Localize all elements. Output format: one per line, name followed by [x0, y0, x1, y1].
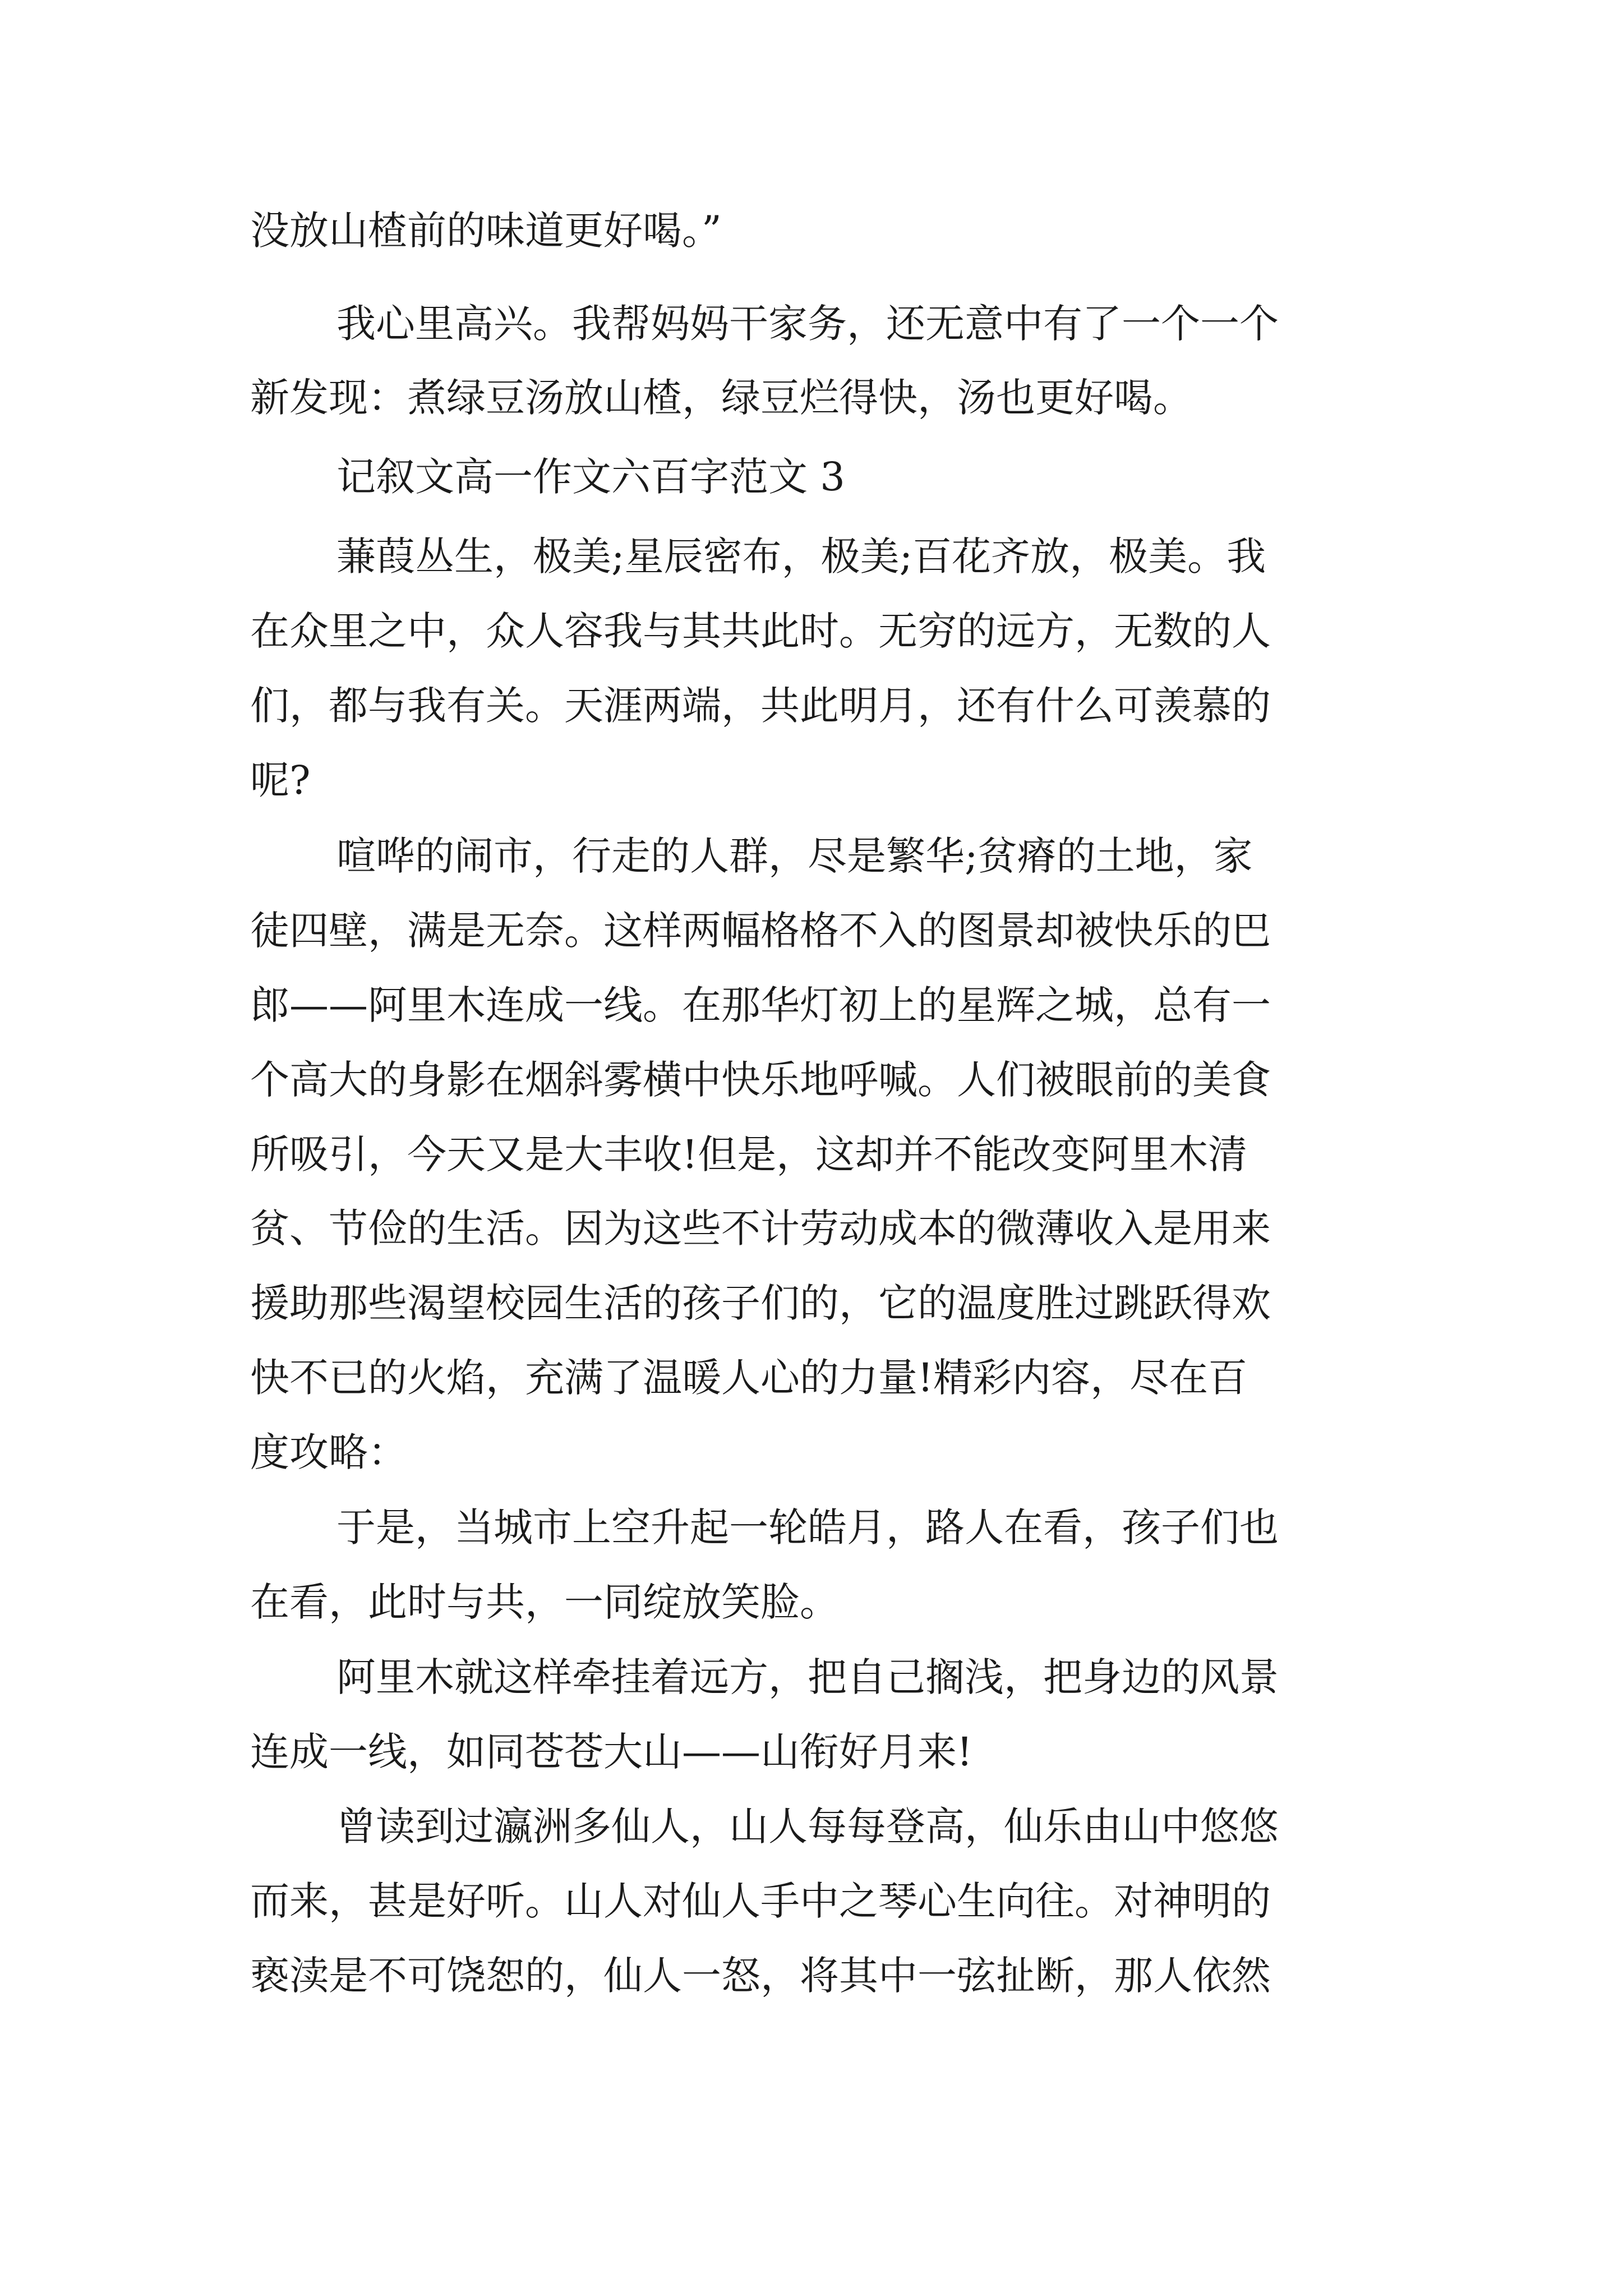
text-line: 于是，当城市上空升起一轮皓月，路人在看，孩子们也: [336, 1504, 1279, 1550]
text-line: 而来，甚是好听。山人对仙人手中之琴心生向往。对神明的: [250, 1878, 1271, 1924]
text-line: 快不已的火焰，充满了温暖人心的力量!精彩内容，尽在百: [250, 1355, 1248, 1401]
text-line: 援助那些渴望校园生活的孩子们的，它的温度胜过跳跃得欢: [250, 1280, 1271, 1326]
text-line: 徒四壁，满是无奈。这样两幅格格不入的图景却被快乐的巴: [250, 908, 1271, 954]
text-line: 阿里木就这样牵挂着远方，把自己搁浅，把身边的风景: [336, 1654, 1279, 1700]
text-line: 贫、节俭的生活。因为这些不计劳动成本的微薄收入是用来: [250, 1205, 1271, 1251]
text-line: 呢?: [250, 757, 311, 803]
text-line: 蒹葭丛生，极美;星辰密布，极美;百花齐放，极美。我: [336, 533, 1266, 579]
text-line: 郎——阿里木连成一线。在那华灯初上的星辉之城，总有一: [250, 982, 1271, 1028]
text-line: 新发现：煮绿豆汤放山楂，绿豆烂得快，汤也更好喝。: [250, 375, 1192, 421]
text-line: 们，都与我有关。天涯两端，共此明月，还有什么可羡慕的: [250, 683, 1271, 729]
section-heading: 记叙文高一作文六百字范文 3: [336, 454, 845, 500]
text-line: 在众里之中，众人容我与其共此时。无穷的远方，无数的人: [250, 608, 1271, 654]
text-line: 在看，此时与共，一同绽放笑脸。: [250, 1579, 839, 1625]
text-line: 没放山楂前的味道更好喝。”: [250, 208, 722, 254]
text-line: 亵渎是不可饶恕的，仙人一怒，将其中一弦扯断，那人依然: [250, 1953, 1271, 1999]
text-line: 个高大的身影在烟斜雾横中快乐地呼喊。人们被眼前的美食: [250, 1057, 1271, 1103]
text-line: 我心里高兴。我帮妈妈干家务，还无意中有了一个一个: [336, 301, 1279, 347]
text-line: 连成一线，如同苍苍大山——山衔好月来!: [250, 1729, 973, 1775]
text-line: 曾读到过瀛洲多仙人，山人每每登高，仙乐由山中悠悠: [336, 1803, 1279, 1849]
text-line: 度攻略：: [250, 1429, 407, 1475]
text-line: 喧哗的闹市，行走的人群，尽是繁华;贫瘠的土地，家: [336, 833, 1253, 879]
text-line: 所吸引，今天又是大丰收!但是，这却并不能改变阿里木清: [250, 1131, 1248, 1177]
